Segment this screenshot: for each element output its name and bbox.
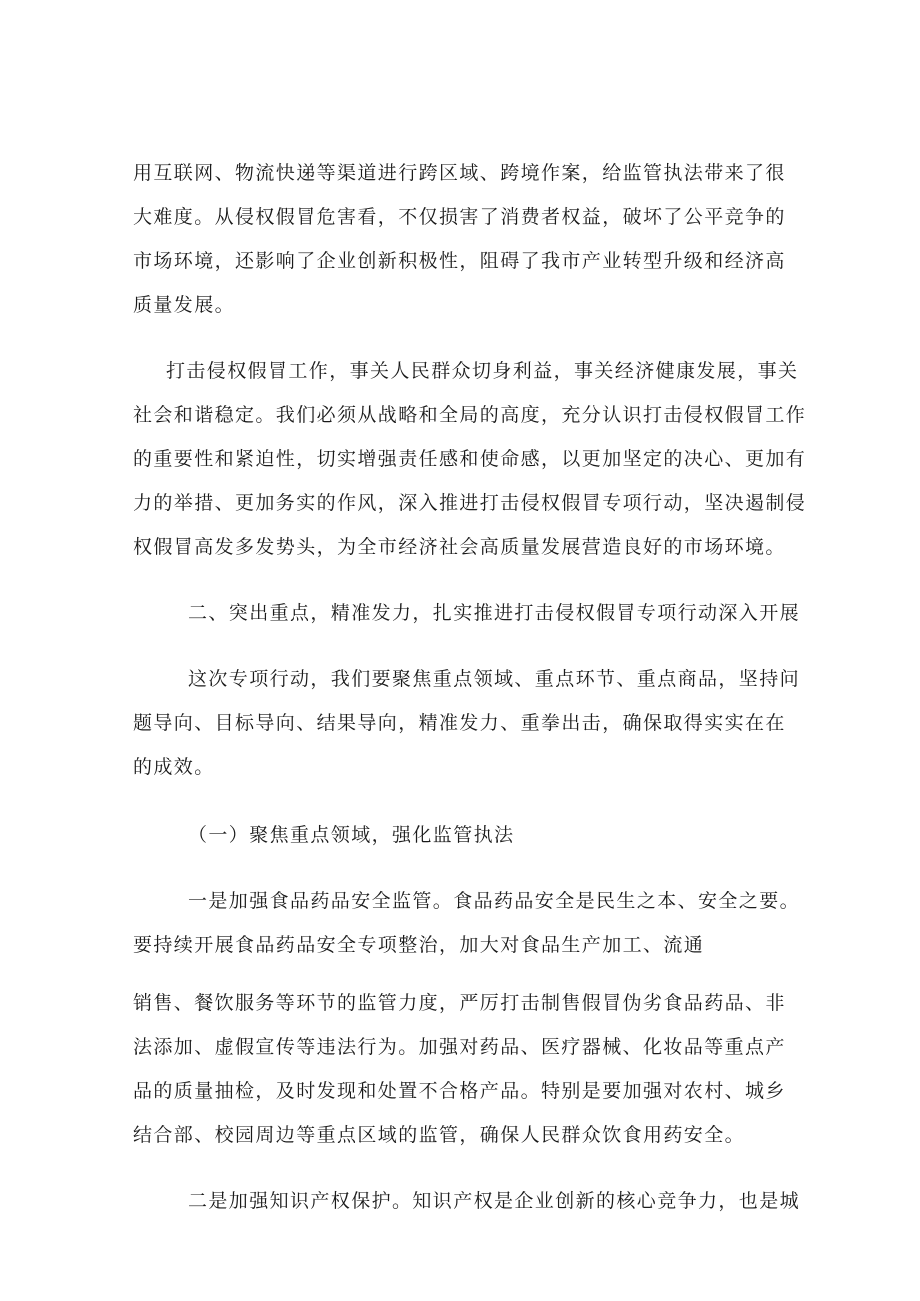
text-line: 的重要性和紧迫性，切实增强责任感和使命感，以更加坚定的决心、更加有 [133, 448, 807, 470]
text-line: 质量发展。 [133, 294, 236, 316]
text-line: 打击侵权假冒工作，事关人民群众切身利益，事关经济健康发展，事关 [166, 360, 799, 382]
text-line: 结合部、校园周边等重点区域的监管，确保人民群众饮食用药安全。 [133, 1124, 746, 1146]
text-line: 这次专项行动，我们要聚焦重点领域、重点环节、重点商品，坚持问 [188, 668, 801, 690]
text-line: 力的举措、更加务实的作风，深入推进打击侵权假冒专项行动，坚决遏制侵 [133, 492, 807, 514]
text-line: 二是加强知识产权保护。知识产权是企业创新的核心竞争力，也是城 [188, 1190, 801, 1212]
section-heading: 二、突出重点，精准发力，扎实推进打击侵权假冒专项行动深入开展 [188, 602, 801, 624]
subsection-heading: （一）聚焦重点领域，强化监管执法 [188, 824, 515, 846]
text-line: 要持续开展食品药品安全专项整治，加大对食品生产加工、流通 [133, 934, 705, 956]
text-line: 题导向、目标导向、结果导向，精准发力、重拳出击，确保取得实实在在 [133, 712, 786, 734]
text-line: 品的质量抽检，及时发现和处置不合格产品。特别是要加强对农村、城乡 [133, 1080, 786, 1102]
text-line: 用互联网、物流快递等渠道进行跨区域、跨境作案，给监管执法带来了很 [133, 162, 786, 184]
text-line: 社会和谐稳定。我们必须从战略和全局的高度，充分认识打击侵权假冒工作 [133, 404, 807, 426]
text-line: 权假冒高发多发势头，为全市经济社会高质量发展营造良好的市场环境。 [133, 536, 786, 558]
text-line: 大难度。从侵权假冒危害看，不仅损害了消费者权益，破坏了公平竞争的 [133, 206, 786, 228]
text-line: 法添加、虚假宣传等违法行为。加强对药品、医疗器械、化妆品等重点产 [133, 1036, 786, 1058]
text-line: 市场环境，还影响了企业创新积极性，阻碍了我市产业转型升级和经济高 [133, 250, 786, 272]
text-line: 销售、餐饮服务等环节的监管力度，严厉打击制售假冒伪劣食品药品、非 [133, 992, 786, 1014]
text-line: 一是加强食品药品安全监管。食品药品安全是民生之本、安全之要。 [188, 890, 801, 912]
text-line: 的成效。 [133, 756, 215, 778]
